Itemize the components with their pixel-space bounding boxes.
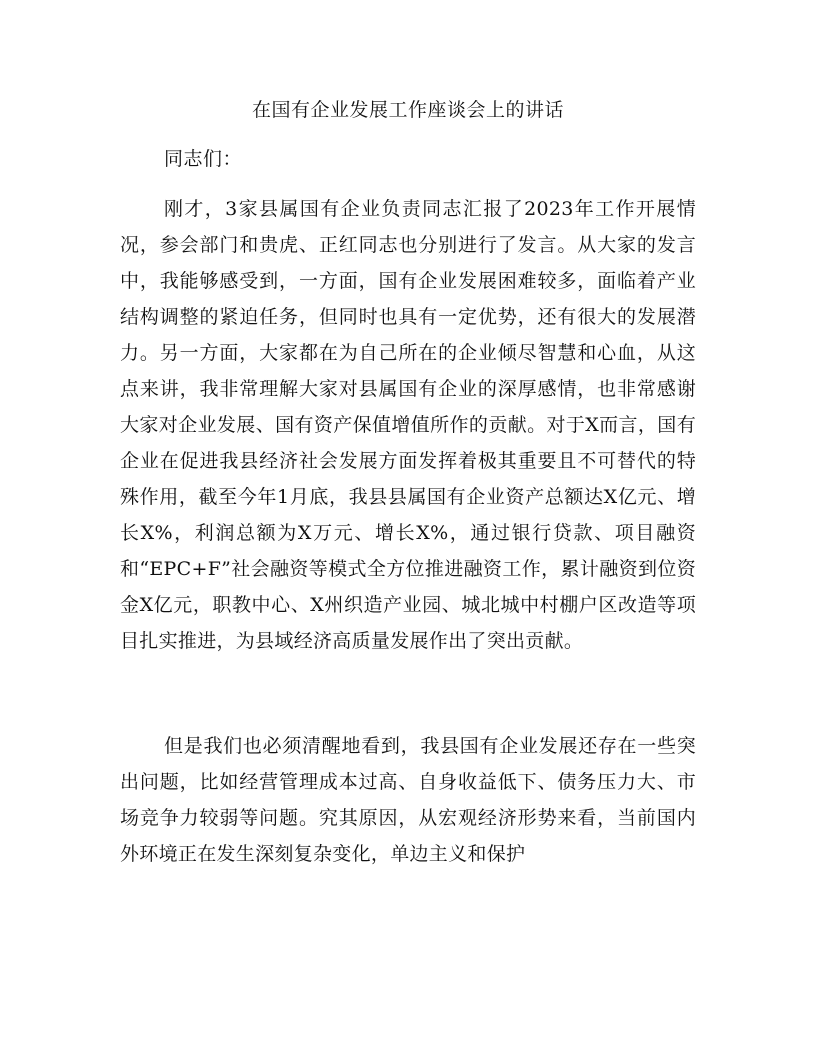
- document-title: 在国有企业发展工作座谈会上的讲话: [251, 99, 564, 121]
- paragraph-1: 刚才，3家县属国有企业负责同志汇报了2023年工作开展情况，参会部门和贵虎、正红同志也分别进行了发言。从大家的发言中，我能够感受到，一方面，国有企业发展困难较多，面临着产业结构调整的紧迫任务，但同时也具有一定优势，还有很大的发展潜力。另一方面，大家都在为自己所在的企业倾尽智慧和心血，从这点来讲，我非常理解大家对县属国有企业的深厚感情，也非常感谢大家对企业发展、国有资产保值增值所作的贡献。对于X而言，国有企业在促进我县经济社会发展方面发挥着极其重要且不可替代的特殊作用，截至今年1月底，我县县属国有企业资产总额达X亿元、增长X%，利润总额为X万元、增长X%，通过银行贷款、项目融资和“EPC+F”社会融资等模式全方位推进融资工作，累计融资到位资金X亿元，职教中心、X州织造产业园、城北城中村棚户区改造等项目扎实推进，为县域经济高质量发展作出了突出贡献。: [120, 198, 696, 652]
- paragraph-2: 但是我们也必须清醒地看到，我县国有企业发展还存在一些突出问题，比如经营管理成本过高、自身收益低下、债务压力大、市场竞争力较弱等问题。究其原因，从宏观经济形势来看，当前国内外环境正在发生深刻复杂变化，单边主义和保护: [120, 735, 696, 865]
- salutation: 同志们：: [164, 148, 243, 170]
